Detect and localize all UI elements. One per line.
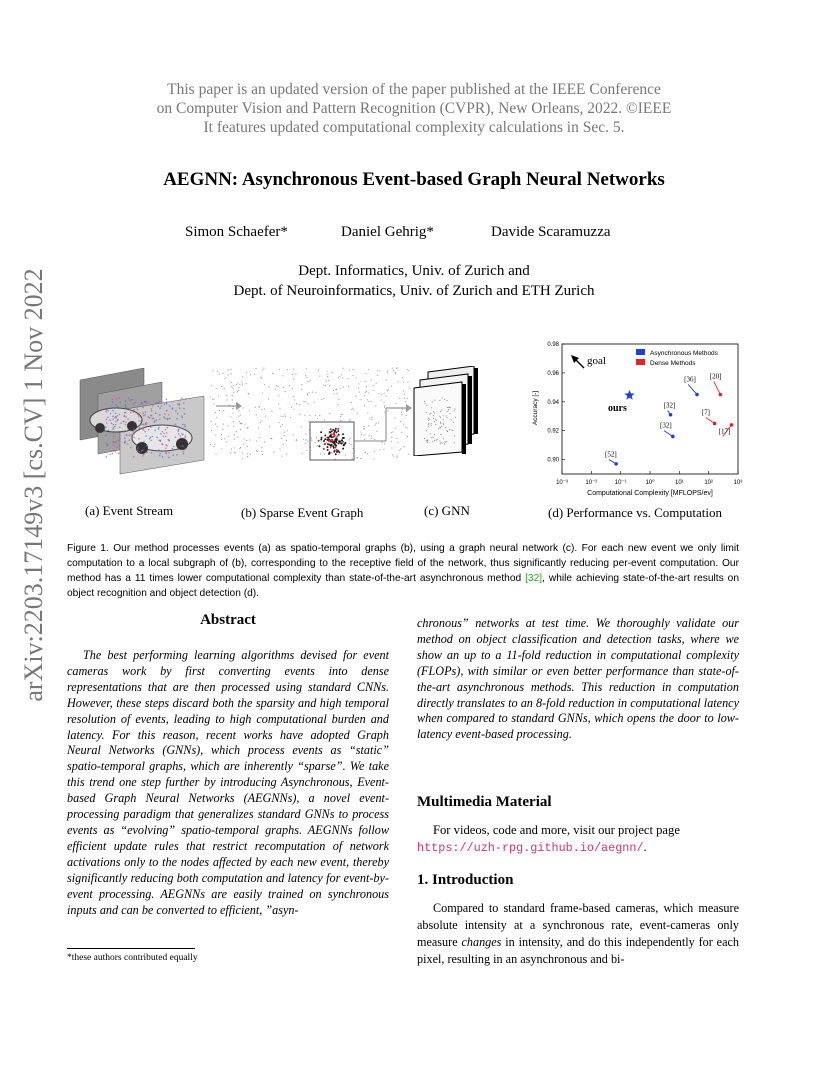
- caption-b: (b) Sparse Event Graph: [241, 505, 364, 520]
- y-tick-label: 0.94: [547, 399, 559, 406]
- legend-swatch-dense: [636, 359, 645, 365]
- legend: [636, 349, 719, 367]
- figure-caption-text-end: , while achieving state-of-the-art results on object recognition and object detection (d).: [67, 573, 739, 599]
- data-point-label: [52]: [604, 450, 617, 459]
- note-line: It features updated computational complexity calculations in Sec. 5.: [203, 119, 625, 136]
- data-point: [730, 423, 734, 427]
- abstract-left-column: The best performing learning algorithms devised for event cameras work by first converting events into dense representations that are then processed using standard CNNs. However, these steps discard both the sparsity and high temporal resolution of events, leading to high computational burden and latency. For this reason, recent works have adopted Graph Neural Networks (GNNs), which process events as “static” spatio-temporal graphs, which are inherently “sparse”. We take this trend one step further by introducing Asynchronous, Event-based Graph Neural Networks (AEGNNs), a novel event-processing paradigm that generalizes standard GNNs to process events as “evolving” spatio-temporal graphs. AEGNNs follow efficient update rules that restrict recomputation of network activations only to the nodes affected by each new event, thereby significantly reducing both computation and latency for event-by-event processing. AEGNNs are easily trained on synchronous inputs and can be converted to efficient, ”asyn-: [67, 648, 389, 917]
- author-1: Simon Schaefer*: [185, 224, 288, 240]
- affiliation-line: Dept. Informatics, Univ. of Zurich and: [298, 263, 530, 279]
- introduction-paragraph: [417, 900, 739, 968]
- data-point: [669, 413, 673, 417]
- arxiv-id: arXiv:2203.17149v3 [cs.CV] 1 Nov 2022: [19, 268, 48, 702]
- paper-title: AEGNN: Asynchronous Event-based Graph Neural Networks: [163, 169, 665, 190]
- intro-emphasis: changes: [461, 935, 502, 949]
- ours-label: ours: [608, 403, 627, 414]
- x-tick-label: 10²: [704, 480, 714, 486]
- abstract-right-column: chronous” networks at test time. We thoroughly validate our method on object classification and detection tasks, where we show an up to a 11-fold reduction in computational complexity (FLOPs), with similar or even better performance than state-of-the-art asynchronous methods. This reduction in computation directly translates to an 8-fold reduction in computational latency when compared to standard GNNs, which opens the door to low-latency event-based processing.: [417, 616, 739, 742]
- data-point-label: [32]: [663, 401, 676, 410]
- figure-caption: [67, 541, 739, 601]
- x-tick-label: 10⁻²: [585, 480, 598, 486]
- figure-caption-text: Figure 1. Our method processes events (a) as spatio-temporal graphs (b), using a graph neural network (c). For each new event we only limit computation to a local subgraph of (b), corresponding to the receptive field of the network, thus significantly reducing per-event computation. Our method has a 11 times lower computational complexity than state-of-the-art asynchronous method: [67, 543, 739, 584]
- y-tick-label: 0.98: [547, 342, 559, 348]
- data-point-label: [17]: [718, 427, 731, 436]
- caption-a: (a) Event Stream: [85, 503, 174, 518]
- y-tick-label: 0.92: [547, 428, 559, 435]
- sparse-graph-figure: [206, 364, 416, 464]
- affiliation-line: Dept. of Neuroinformatics, Univ. of Zurich and ETH Zurich: [233, 283, 595, 299]
- x-tick-label: 10¹: [674, 480, 684, 486]
- abstract-heading: Abstract: [200, 612, 256, 628]
- note-line: This paper is an updated version of the paper published at the IEEE Conference: [167, 81, 661, 98]
- y-tick-label: 0.96: [547, 370, 559, 377]
- legend-label-async: Asynchronous Methods: [650, 350, 718, 357]
- introduction-heading: 1. Introduction: [417, 872, 514, 888]
- citation-link[interactable]: [32]: [525, 573, 543, 584]
- intro-text-end: in intensity, and do this independently for each pixel, resulting in an asynchronous and bi-: [417, 935, 739, 966]
- project-page-link[interactable]: https://uzh-rpg.github.io/aegnn/: [417, 841, 644, 855]
- x-tick-label: 10⁰: [645, 480, 655, 486]
- note-line: on Computer Vision and Pattern Recognition (CVPR), New Orleans, 2022. ©IEEE: [156, 100, 672, 117]
- intro-text: Compared to standard frame-based cameras, which measure absolute intensity at a synchronous rate, event-cameras only measure: [417, 901, 739, 949]
- data-point: [614, 462, 618, 466]
- publication-note: [0, 80, 828, 137]
- goal-annotation: [571, 355, 606, 368]
- ours-star-point: [624, 390, 634, 400]
- data-point: [719, 393, 723, 397]
- caption-d: (d) Performance vs. Computation: [548, 505, 723, 520]
- data-point-label: [20]: [709, 372, 722, 381]
- multimedia-text: For videos, code and more, visit our project page: [433, 823, 680, 837]
- footnote-divider: [67, 948, 195, 949]
- gnn-figure: [410, 366, 500, 456]
- data-segment: [714, 382, 721, 395]
- goal-label: goal: [587, 355, 606, 367]
- performance-chart: [526, 336, 744, 500]
- x-tick-label: 10⁻¹: [614, 480, 627, 486]
- data-point: [713, 422, 717, 426]
- data-point-label: [36]: [684, 375, 696, 384]
- y-tick-label: 0.90: [547, 457, 559, 464]
- legend-swatch-async: [636, 349, 645, 355]
- y-axis-label: Accuracy [-]: [532, 390, 539, 426]
- x-tick-label: 10³: [733, 480, 743, 486]
- author-3: Davide Scaramuzza: [491, 224, 611, 240]
- author-2: Daniel Gehrig*: [341, 224, 434, 240]
- x-tick-label: 10⁻³: [556, 480, 568, 486]
- multimedia-heading: Multimedia Material: [417, 794, 552, 810]
- legend-label-dense: Dense Methods: [650, 360, 696, 367]
- caption-c: (c) GNN: [424, 503, 470, 518]
- affiliations: [0, 261, 828, 301]
- data-segment: [688, 384, 697, 394]
- data-point: [695, 393, 699, 397]
- arxiv-stamp: [14, 268, 54, 702]
- data-point-label: [32]: [659, 421, 672, 430]
- data-point: [671, 435, 675, 439]
- footnote: *these authors contributed equally: [67, 953, 198, 963]
- data-point-label: [7]: [701, 408, 710, 417]
- event-stream-figure: [76, 368, 206, 476]
- multimedia-paragraph: For videos, code and more, visit our project page https://uzh-rpg.github.io/aegnn/.: [417, 823, 680, 855]
- x-axis-label: Computational Complexity [MFLOPS/ev]: [587, 490, 713, 497]
